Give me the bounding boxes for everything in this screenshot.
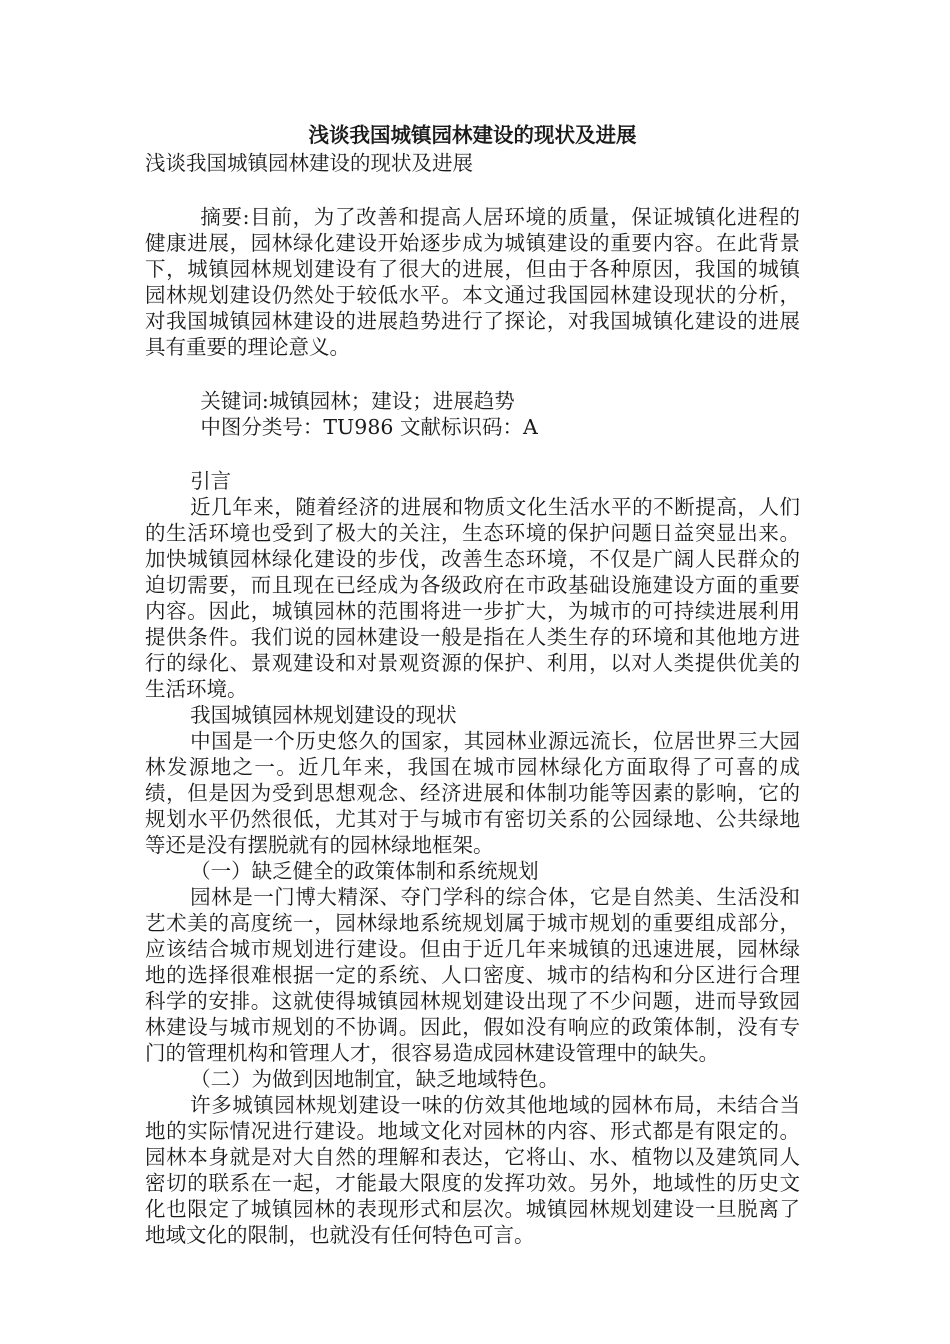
document-page: [145, 120, 800, 1248]
intro-paragraph: 近几年来，随着经济的进展和物质文化生活水平的不断提高，人们的生活环境也受到了极大的关注，生态环境的保护问题日益突显出来。加快城镇园林绿化建设的步伐，改善生态环境，不仅是广阔人民群众的迫切需要，而且现在已经成为各级政府在市政基础设施建设方面的重要内容。因此，城镇园林的范围将进一步扩大，为城市的可持续进展利用提供条件。我们说的园林建设一般是指在人类生存的环境和其他地方进行的绿化、景观建设和对景观资源的保护、利用，以对人类提供优美的生活环境。: [145, 495, 800, 701]
sub2-heading: （二）为做到因地制宜，缺乏地域特色。: [190, 1067, 560, 1091]
spacer: [145, 176, 800, 204]
sub1-paragraph: 园林是一门博大精深、夺门学科的综合体，它是自然美、生活没和艺术美的高度统一，园林绿地系统规划属于城市规划的重要组成部分，应该结合城市规划进行建设。但由于近几年来城镇的迅速进展，园林绿地的选择很难根据一定的系统、人口密度、城市的结构和分区进行合理科学的安排。这就使得城镇园林规划建设出现了不少问题，进而导致园林建设与城市规划的不协调。因此，假如没有响应的政策体制，没有专门的管理机构和管理人才，很容易造成园林建设管理中的缺失。: [145, 885, 800, 1065]
section1-heading: 我国城镇园林规划建设的现状: [190, 703, 457, 727]
document-title: 浅谈我国城镇园林建设的现状及进展: [308, 123, 637, 147]
sub1-heading: （一）缺乏健全的政策体制和系统规划: [190, 859, 539, 883]
document-subtitle: 浅谈我国城镇园林建设的现状及进展: [145, 151, 473, 175]
intro-heading: 引言: [190, 469, 232, 493]
spacer: [145, 360, 800, 388]
keywords-line: 关键词:城镇园林；建设；进展趋势: [200, 389, 515, 413]
spacer: [145, 440, 800, 468]
classification-line: 中图分类号：TU986 文献标识码：A: [200, 415, 538, 439]
section1-paragraph: 中国是一个历史悠久的国家，其园林业源远流长，位居世界三大园林发源地之一。近几年来，我国在城市园林绿化方面取得了可喜的成绩，但是因为受到思想观念、经济进展和体制功能等因素的影响，它的规划水平仍然很低，尤其对于与城市有密切关系的公园绿地、公共绿地等还是没有摆脱就有的园林绿地框架。: [145, 729, 800, 857]
abstract-paragraph: 摘要:目前，为了改善和提高人居环境的质量，保证城镇化进程的健康进展，园林绿化建设开始逐步成为城镇建设的重要内容。在此背景下，城镇园林规划建设有了很大的进展，但由于各种原因，我国的城镇园林规划建设仍然处于较低水平。本文通过我国园林建设现状的分析，对我国城镇园林建设的进展趋势进行了探论，对我国城镇化建设的进展具有重要的理论意义。: [145, 205, 800, 359]
sub2-paragraph: 许多城镇园林规划建设一味的仿效其他地域的园林布局，未结合当地的实际情况进行建设。地域文化对园林的内容、形式都是有限定的。园林本身就是对大自然的理解和表达，它将山、水、植物以及建筑同人密切的联系在一起，才能最大限度的发挥功效。另外，地域性的历史文化也限定了城镇园林的表现形式和层次。城镇园林规划建设一旦脱离了地域文化的限制，也就没有任何特色可言。: [145, 1093, 800, 1247]
